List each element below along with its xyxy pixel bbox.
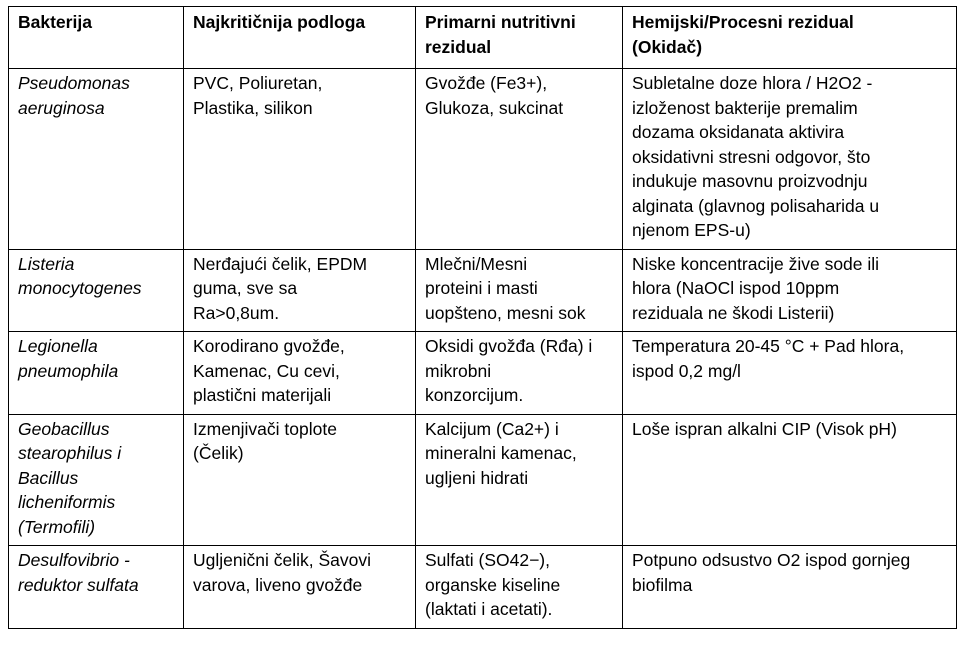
nutrient-text: Kalcijum (Ca2+) i mineralni kamenac, ugljeni hidrati [425, 418, 577, 488]
header-surface [184, 7, 416, 69]
trigger-cell [623, 249, 957, 332]
bacterium-cell [9, 249, 184, 332]
trigger-text: Temperatura 20-45 °C + Pad hlora, ispod 0,2 mg/l [632, 336, 905, 381]
surface-cell [184, 332, 416, 415]
trigger-text: Niske koncentracije žive sode ili hlora (NaOCl ispod 10ppm reziduala ne škodi Listerii) [632, 253, 880, 323]
bacterium-name: Legionella pneumophila [18, 336, 119, 381]
nutrient-cell [416, 414, 623, 546]
surface-text: Nerđajući čelik, EPDM guma, sve sa Ra>0,8um. [193, 253, 368, 323]
table-row [9, 69, 957, 250]
table-row [9, 249, 957, 332]
surface-text: Izmenjivači toplote (Čelik) [193, 418, 337, 463]
header-nutrient [416, 7, 623, 69]
trigger-text: Loše ispran alkalni CIP (Visok pH) [632, 418, 897, 439]
trigger-text: Subletalne doze hlora / H2O2 - izloženost bakterije premalim dozama oksidanata aktivira oksidativni stresni odgovor, što indukuje masovnu proizvodnju alginata (glavnog polisaharida u njenom EPS-u) [632, 73, 880, 240]
surface-cell [184, 414, 416, 546]
bacterium-name: Listeria monocytogenes [18, 253, 142, 298]
bacterium-name: Desulfovibrio - reduktor sulfata [18, 550, 139, 595]
nutrient-text: Mlečni/Mesni proteini i masti uopšteno, mesni sok [425, 253, 586, 323]
header-row [9, 7, 957, 69]
surface-text: Korodirano gvožđe, Kamenac, Cu cevi, plastični materijali [193, 336, 345, 405]
trigger-text: Potpuno odsustvo O2 ispod gornjeg biofilma [632, 550, 911, 595]
trigger-cell [623, 69, 957, 250]
nutrient-cell [416, 332, 623, 415]
bacterium-name: Geobacillus stearophilus i Bacillus licheniformis (Termofili) [18, 418, 122, 537]
nutrient-text: Oksidi gvožđa (Rđa) i mikrobni konzorcijum. [425, 336, 593, 405]
header-bacterium [9, 7, 184, 69]
bacterium-cell [9, 546, 184, 629]
bacterium-cell [9, 414, 184, 546]
bacterium-cell [9, 69, 184, 250]
table-row [9, 546, 957, 629]
header-trigger [623, 7, 957, 69]
table-row [9, 414, 957, 546]
surface-cell [184, 546, 416, 629]
table-body [9, 69, 957, 629]
surface-cell [184, 69, 416, 250]
table-header [9, 7, 957, 69]
trigger-cell [623, 332, 957, 415]
header-trigger-label: Hemijski/Procesni rezidual (Okidač) [632, 12, 854, 57]
nutrient-text: Sulfati (SO42−), organske kiseline (laktati i acetati). [425, 550, 561, 619]
bacterium-name: Pseudomonas aeruginosa [18, 73, 130, 118]
nutrient-cell [416, 69, 623, 250]
header-nutrient-label: Primarni nutritivni rezidual [425, 12, 576, 57]
trigger-cell [623, 414, 957, 546]
nutrient-cell [416, 546, 623, 629]
table-row [9, 332, 957, 415]
trigger-cell [623, 546, 957, 629]
bacteria-residual-table [8, 6, 957, 629]
header-surface-label: Najkritičnija podloga [193, 12, 366, 32]
surface-text: PVC, Poliuretan, Plastika, silikon [193, 73, 323, 118]
nutrient-text: Gvožđe (Fe3+), Glukoza, sukcinat [425, 73, 564, 118]
bacterium-cell [9, 332, 184, 415]
header-bacterium-label: Bakterija [18, 12, 92, 32]
nutrient-cell [416, 249, 623, 332]
surface-text: Ugljenični čelik, Šavovi varova, liveno gvožđe [193, 550, 371, 595]
surface-cell [184, 249, 416, 332]
